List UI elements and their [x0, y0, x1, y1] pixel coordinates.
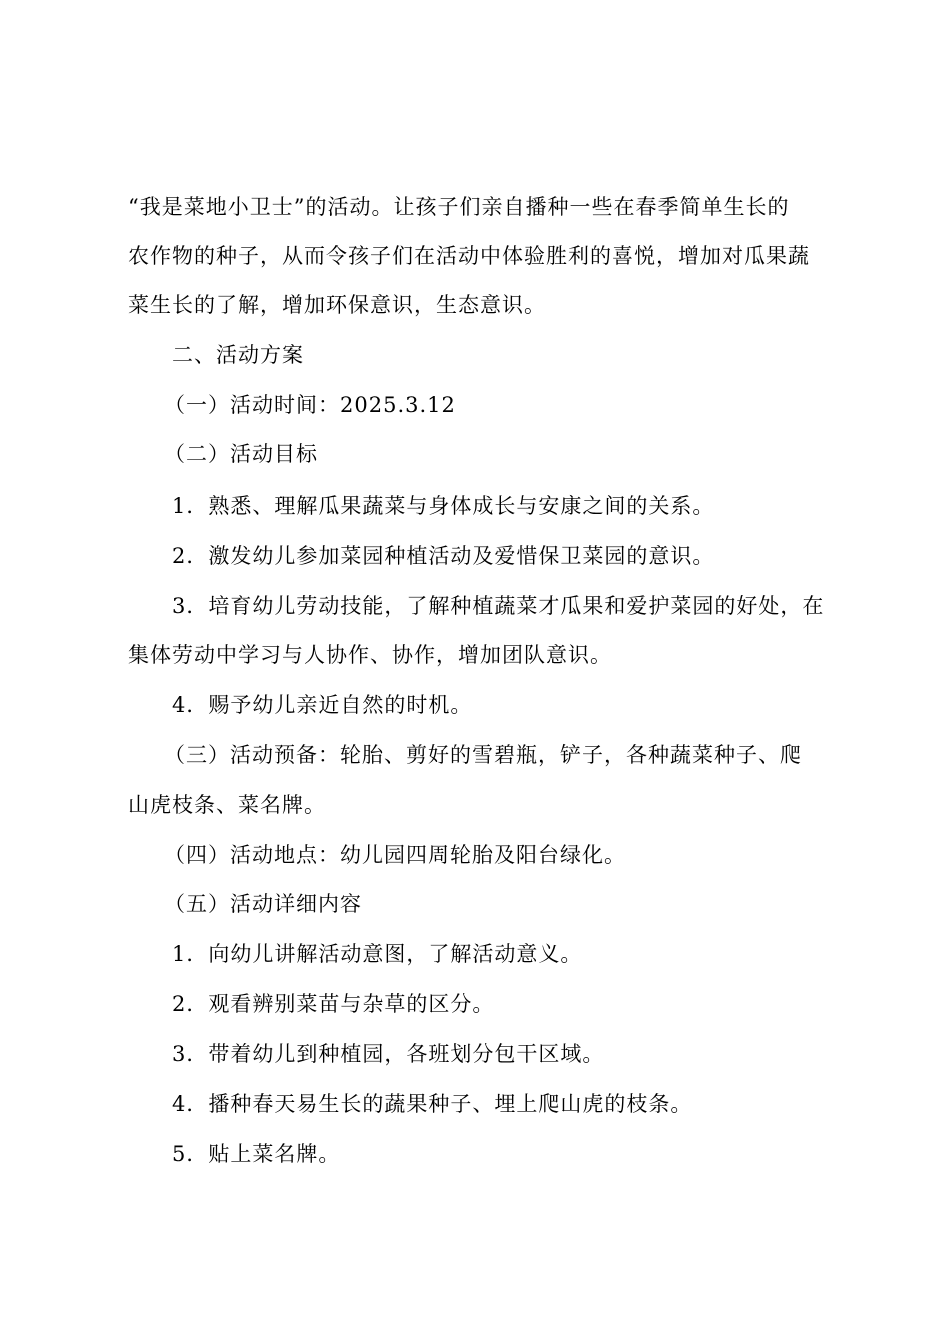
preparation-line-2: 山虎枝条、菜名牌。: [128, 793, 326, 817]
content-item-5: 5．贴上菜名牌。: [172, 1142, 341, 1166]
intro-line-1: “我是菜地小卫士”的活动。让孩子们亲自播种一些在春季简单生长的: [128, 195, 790, 219]
content-item-4: 4．播种春天易生长的蔬果种子、埋上爬山虎的枝条。: [172, 1092, 693, 1116]
content-item-3: 3．带着幼儿到种植园，各班划分包干区域。: [172, 1042, 605, 1066]
content-item-1: 1．向幼儿讲解活动意图，了解活动意义。: [172, 942, 583, 966]
goal-item-1: 1．熟悉、理解瓜果蔬菜与身体成长与安康之间的关系。: [172, 494, 715, 518]
goal-item-3-line-2: 集体劳动中学习与人协作、协作，增加团队意识。: [128, 643, 612, 667]
section-heading-plan: 二、活动方案: [172, 343, 304, 367]
activity-time: （一）活动时间：2025.3.12: [164, 393, 456, 417]
goal-item-4: 4．赐予幼儿亲近自然的时机。: [172, 693, 473, 717]
goal-item-2: 2．激发幼儿参加菜园种植活动及爱惜保卫菜园的意识。: [172, 544, 715, 568]
content-heading: （五）活动详细内容: [164, 892, 362, 916]
activity-location: （四）活动地点：幼儿园四周轮胎及阳台绿化。: [164, 843, 626, 867]
content-item-2: 2．观看辨别菜苗与杂草的区分。: [172, 992, 495, 1016]
intro-line-2: 农作物的种子，从而令孩子们在活动中体验胜利的喜悦，增加对瓜果蔬: [128, 244, 810, 268]
goal-item-3-line-1: 3．培育幼儿劳动技能，了解种植蔬菜才瓜果和爱护菜园的好处，在: [172, 594, 825, 618]
intro-line-3: 菜生长的了解，增加环保意识，生态意识。: [128, 293, 546, 317]
preparation-line-1: （三）活动预备：轮胎、剪好的雪碧瓶，铲子，各种蔬菜种子、爬: [164, 743, 802, 767]
goals-heading: （二）活动目标: [164, 442, 318, 466]
